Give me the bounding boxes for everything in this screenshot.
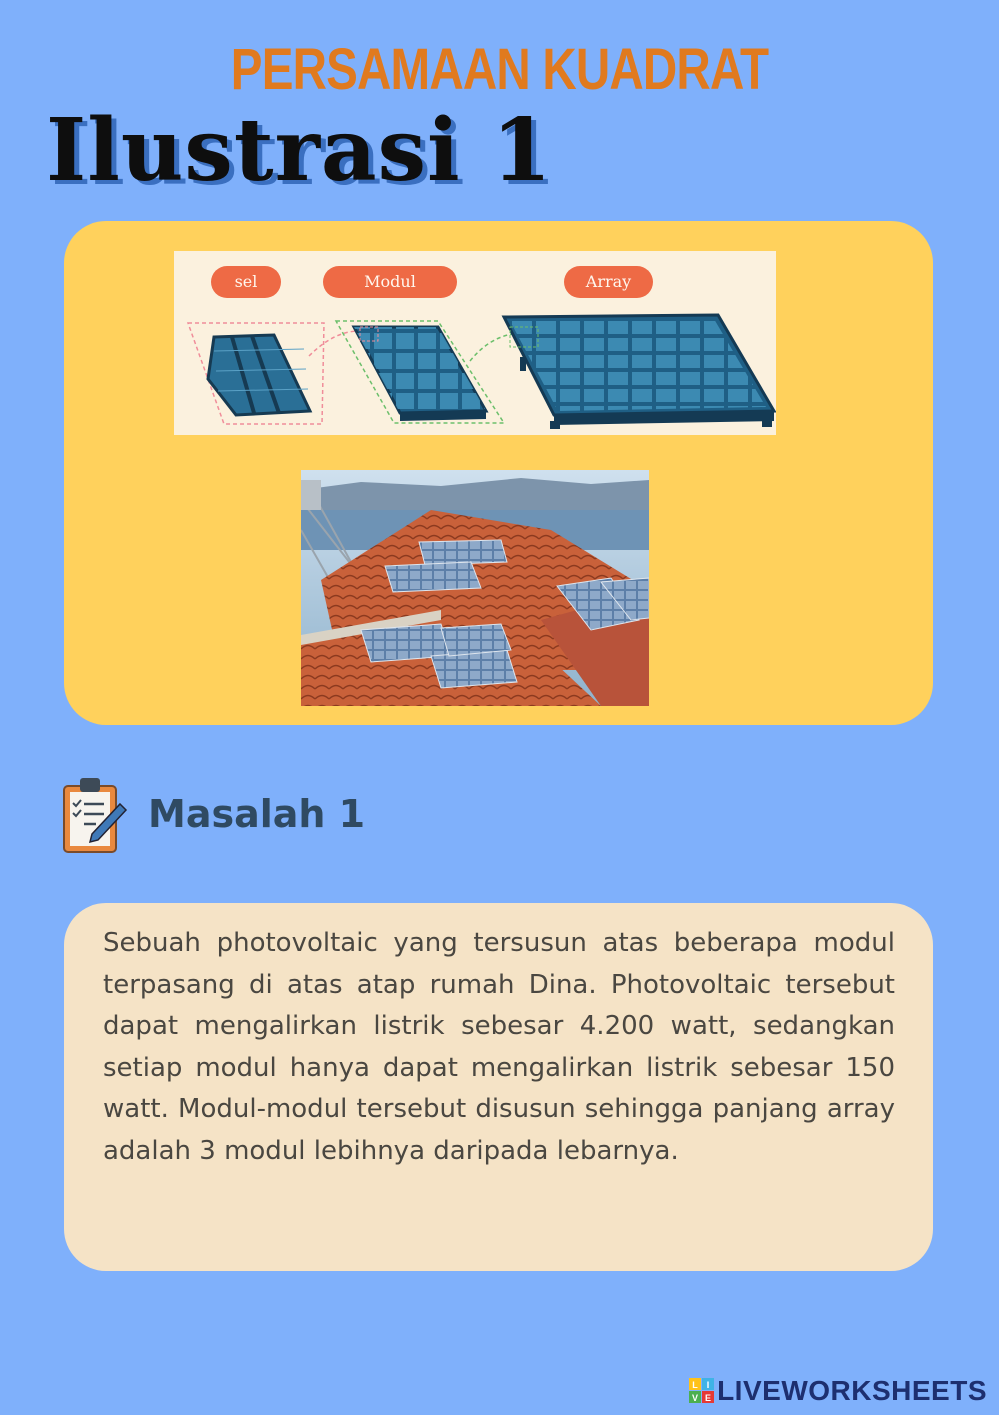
svg-text:I: I — [706, 1380, 710, 1390]
illustration-title: Ilustrasi 1 — [46, 100, 553, 201]
page-title: PERSAMAAN KUADRAT — [230, 37, 769, 102]
solar-diagram-drawing — [174, 251, 776, 435]
label-array: Array — [564, 266, 653, 298]
clipboard-pencil-icon — [60, 774, 130, 856]
rooftop-solar-photo — [301, 470, 649, 706]
svg-text:V: V — [692, 1393, 699, 1403]
section-title: Masalah 1 — [148, 792, 366, 836]
rooftop-solar-panels-photo — [301, 470, 649, 706]
liveworksheets-mark-icon — [689, 1378, 715, 1404]
label-sel: sel — [211, 266, 281, 298]
problem-text: Sebuah photovoltaic yang tersusun atas beberapa modul terpasang di atas atap rumah Dina. Photovoltaic tersebut dapat mengalirkan listrik sebesar 4.200 watt, sedangkan setiap modul hanya dapat mengalirkan listrik sebesar 150 watt. Modul-modul tersebut disusun sehingga panjang array adalah 3 modul lebihnya daripada lebarnya. — [103, 928, 895, 1166]
label-modul: Modul — [323, 266, 457, 298]
problem-card — [64, 903, 933, 1271]
svg-text:L: L — [692, 1380, 698, 1390]
solar-diagram — [174, 251, 776, 435]
liveworksheets-logo — [689, 1374, 987, 1408]
footer-logo-text: LIVEWORKSHEETS — [717, 1375, 987, 1406]
svg-text:E: E — [705, 1393, 712, 1403]
